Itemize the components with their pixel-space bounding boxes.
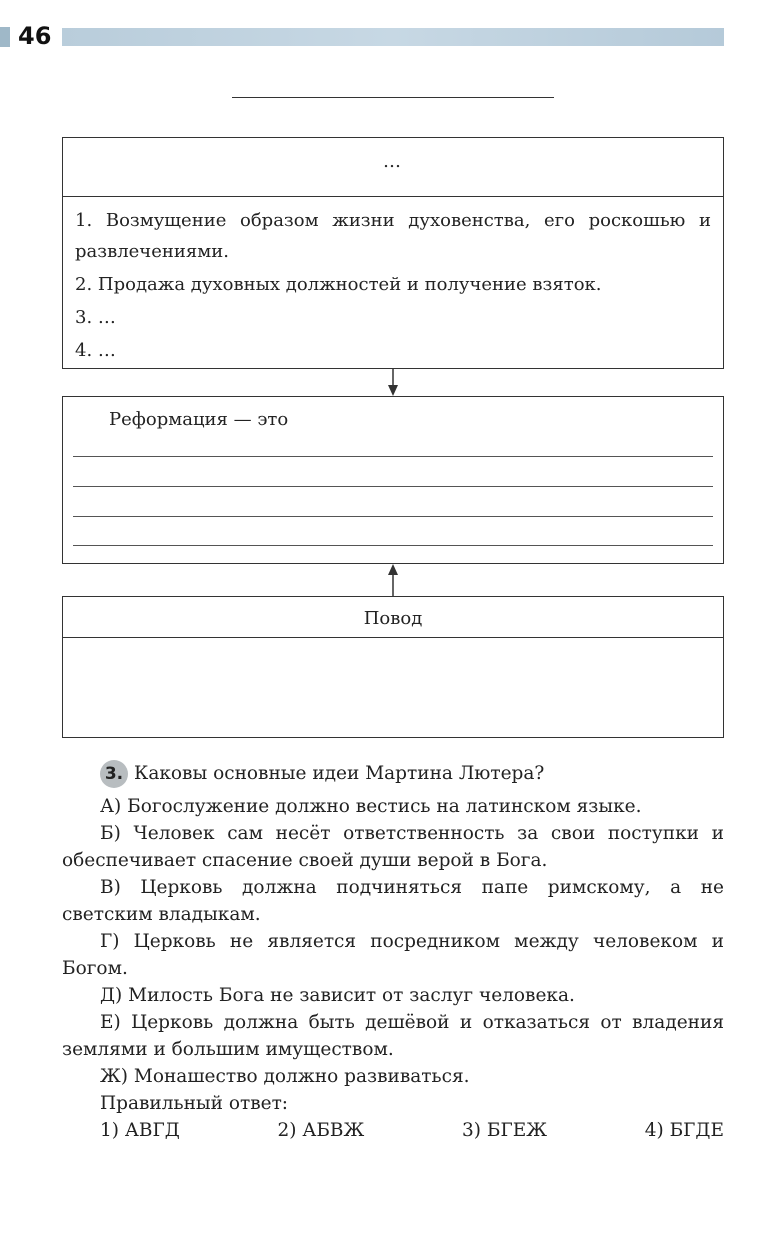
cause-item: 3. …: [75, 307, 116, 328]
definition-box: [62, 396, 724, 564]
question-text: Каковы основные идеи Мартина Лютера?: [134, 763, 545, 784]
answer-choices: [62, 1117, 724, 1144]
answer-choice[interactable]: 3) БГЕЖ: [462, 1120, 548, 1141]
answer-option: Ж) Монашество должно развиваться.: [100, 1066, 470, 1087]
causes-box: [62, 137, 724, 369]
answer-line[interactable]: [73, 456, 713, 457]
answer-option: В) Церковь должна подчиняться папе римскому, а не светским владыкам.: [62, 877, 724, 925]
header-tab-marker: [0, 27, 10, 47]
answer-option: Е) Церковь должна быть дешёвой и отказаться от владения землями и большим имуществом.: [62, 1012, 724, 1060]
page-number: 46: [18, 22, 52, 50]
answer-choice[interactable]: 2) АБВЖ: [277, 1120, 365, 1141]
answer-option: А) Богослужение должно вестись на латинском языке.: [100, 796, 642, 817]
scheme-title-blank: [232, 97, 554, 98]
header-bar: [62, 28, 724, 46]
answer-option: Г) Церковь не является посредником между человеком и Богом.: [62, 931, 724, 979]
answer-choice[interactable]: 1) АВГД: [100, 1120, 180, 1141]
answer-option: Д) Милость Бога не зависит от заслуг человека.: [100, 985, 575, 1006]
causes-list: [63, 197, 723, 366]
cause-item: 4. …: [75, 340, 116, 361]
answer-line[interactable]: [73, 486, 713, 487]
arrow-down-icon: [387, 369, 399, 397]
occasion-title: Повод: [63, 597, 723, 638]
question-title: [62, 760, 724, 788]
cause-item: 2. Продажа духовных должностей и получение взяток.: [75, 274, 602, 295]
answer-option: Б) Человек сам несёт ответственность за свои поступки и обеспечивает спасение своей души верой в Бога.: [62, 823, 724, 871]
definition-lead: Реформация — это: [109, 409, 289, 430]
answer-label: Правильный ответ:: [100, 1093, 289, 1114]
question-3: [62, 760, 724, 1144]
occasion-box: [62, 596, 724, 738]
cause-item: 1. Возмущение образом жизни духовенства, его роскошью и развлечениями.: [75, 210, 711, 262]
arrow-up-icon: [387, 563, 399, 596]
question-number-badge: 3.: [100, 760, 128, 788]
answer-choice[interactable]: 4) БГДЕ: [644, 1120, 724, 1141]
answer-line[interactable]: [73, 545, 713, 546]
causes-box-title: …: [63, 138, 723, 197]
answer-line[interactable]: [73, 516, 713, 517]
